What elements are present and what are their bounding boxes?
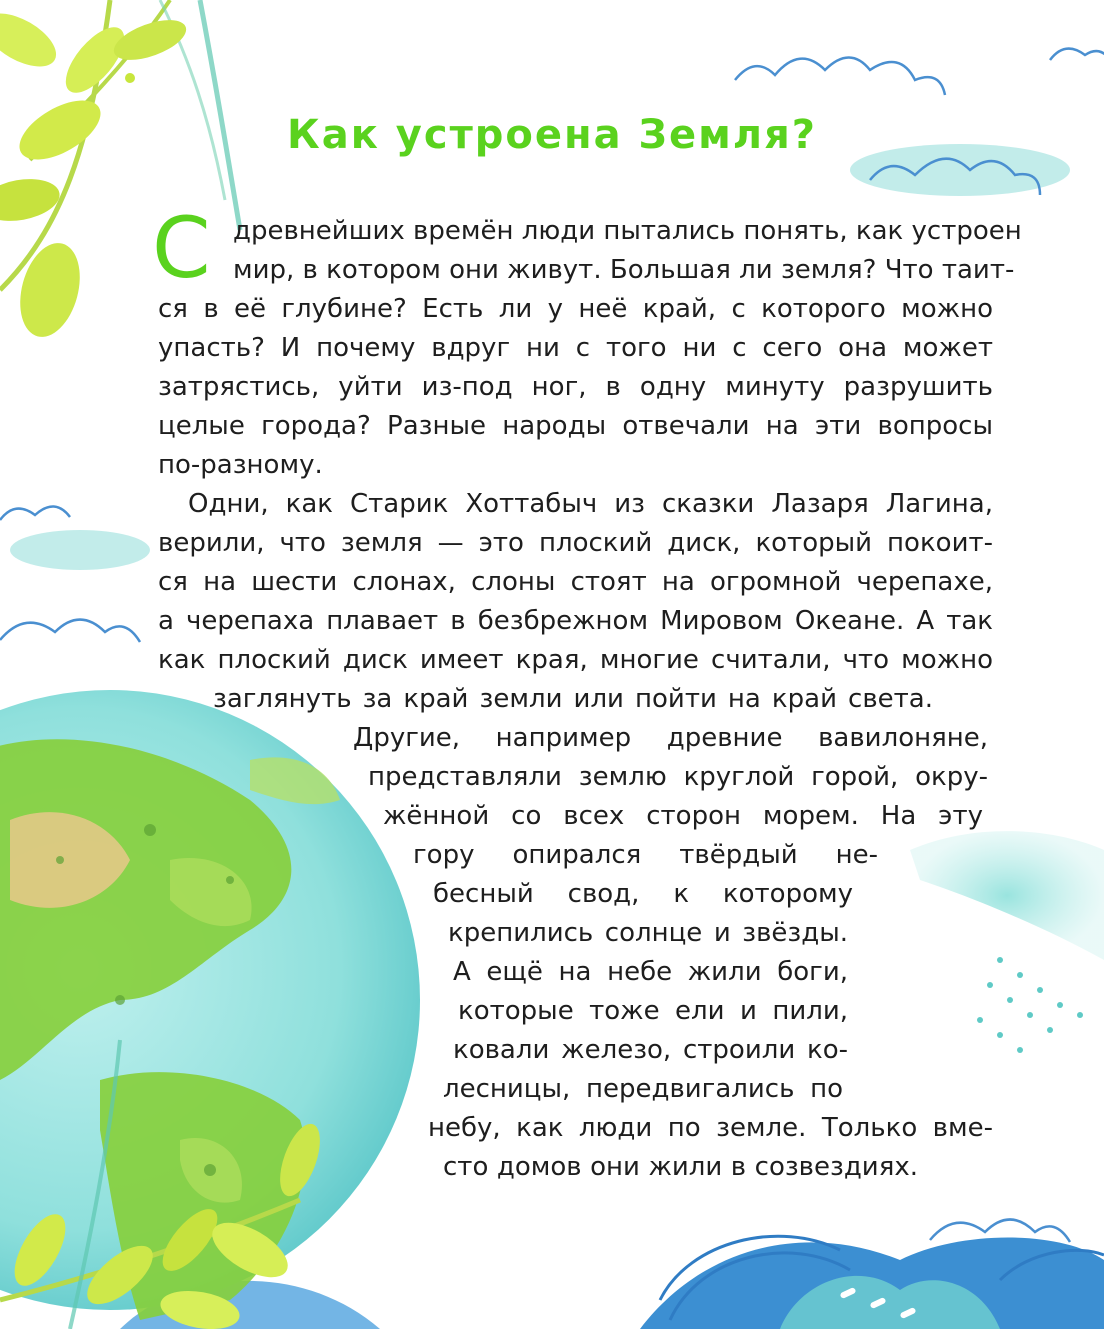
water-swash-right	[910, 831, 1104, 1242]
text-line: Другие, например древние вавилоняне,	[353, 723, 988, 753]
text-line: крепились солнце и звёзды.	[448, 918, 848, 948]
cloud-left	[0, 506, 150, 642]
text-line: небу, как люди по земле. Только вме-	[428, 1113, 993, 1143]
text-line: ковали железо, строили ко-	[453, 1035, 848, 1065]
text-line: сто домов они жили в созвездиях.	[443, 1152, 918, 1182]
text-line: по-разному.	[158, 450, 323, 480]
page-title: Как устроена Земля?	[287, 112, 817, 158]
text-line: древнейших времён люди пытались понять, как устроен	[233, 216, 1022, 246]
drop-cap: С	[152, 199, 211, 297]
text-line: Одни, как Старик Хоттабыч из сказки Лазаря Лагина,	[188, 489, 993, 519]
text-line: заглянуть за край земли или пойти на край света.	[213, 684, 933, 714]
text-line: гору опирался твёрдый не-	[413, 840, 878, 870]
text-line: ся в её глубине? Есть ли у неё край, с которого можно	[158, 294, 993, 324]
text-line: как плоский диск имеет края, многие считали, что можно	[158, 645, 993, 675]
text-line: бесный свод, к которому	[433, 879, 853, 909]
text-line: жённой со всех сторон морем. На эту	[383, 801, 983, 831]
text-line: верили, что земля — это плоский диск, который покоит-	[158, 528, 993, 558]
text-line: упасть? И почему вдруг ни с того ни с сего она может	[158, 333, 993, 363]
text-line: А ещё на небе жили боги,	[453, 957, 848, 987]
text-line: а черепаха плавает в безбрежном Мировом Океане. А так	[158, 606, 993, 636]
text-line: лесницы, передвигались по	[443, 1074, 843, 1104]
text-line: ся на шести слонах, слоны стоят на огромной черепахе,	[158, 567, 993, 597]
text-line: целые города? Разные народы отвечали на эти вопросы	[158, 411, 993, 441]
text-line: мир, в котором они живут. Большая ли земля? Что таит-	[233, 255, 1015, 285]
text-line: затрястись, уйти из-под ног, в одну минуту разрушить	[158, 372, 993, 402]
text-line: которые тоже ели и пили,	[458, 996, 848, 1026]
text-line: представляли землю круглой горой, окру-	[368, 762, 988, 792]
